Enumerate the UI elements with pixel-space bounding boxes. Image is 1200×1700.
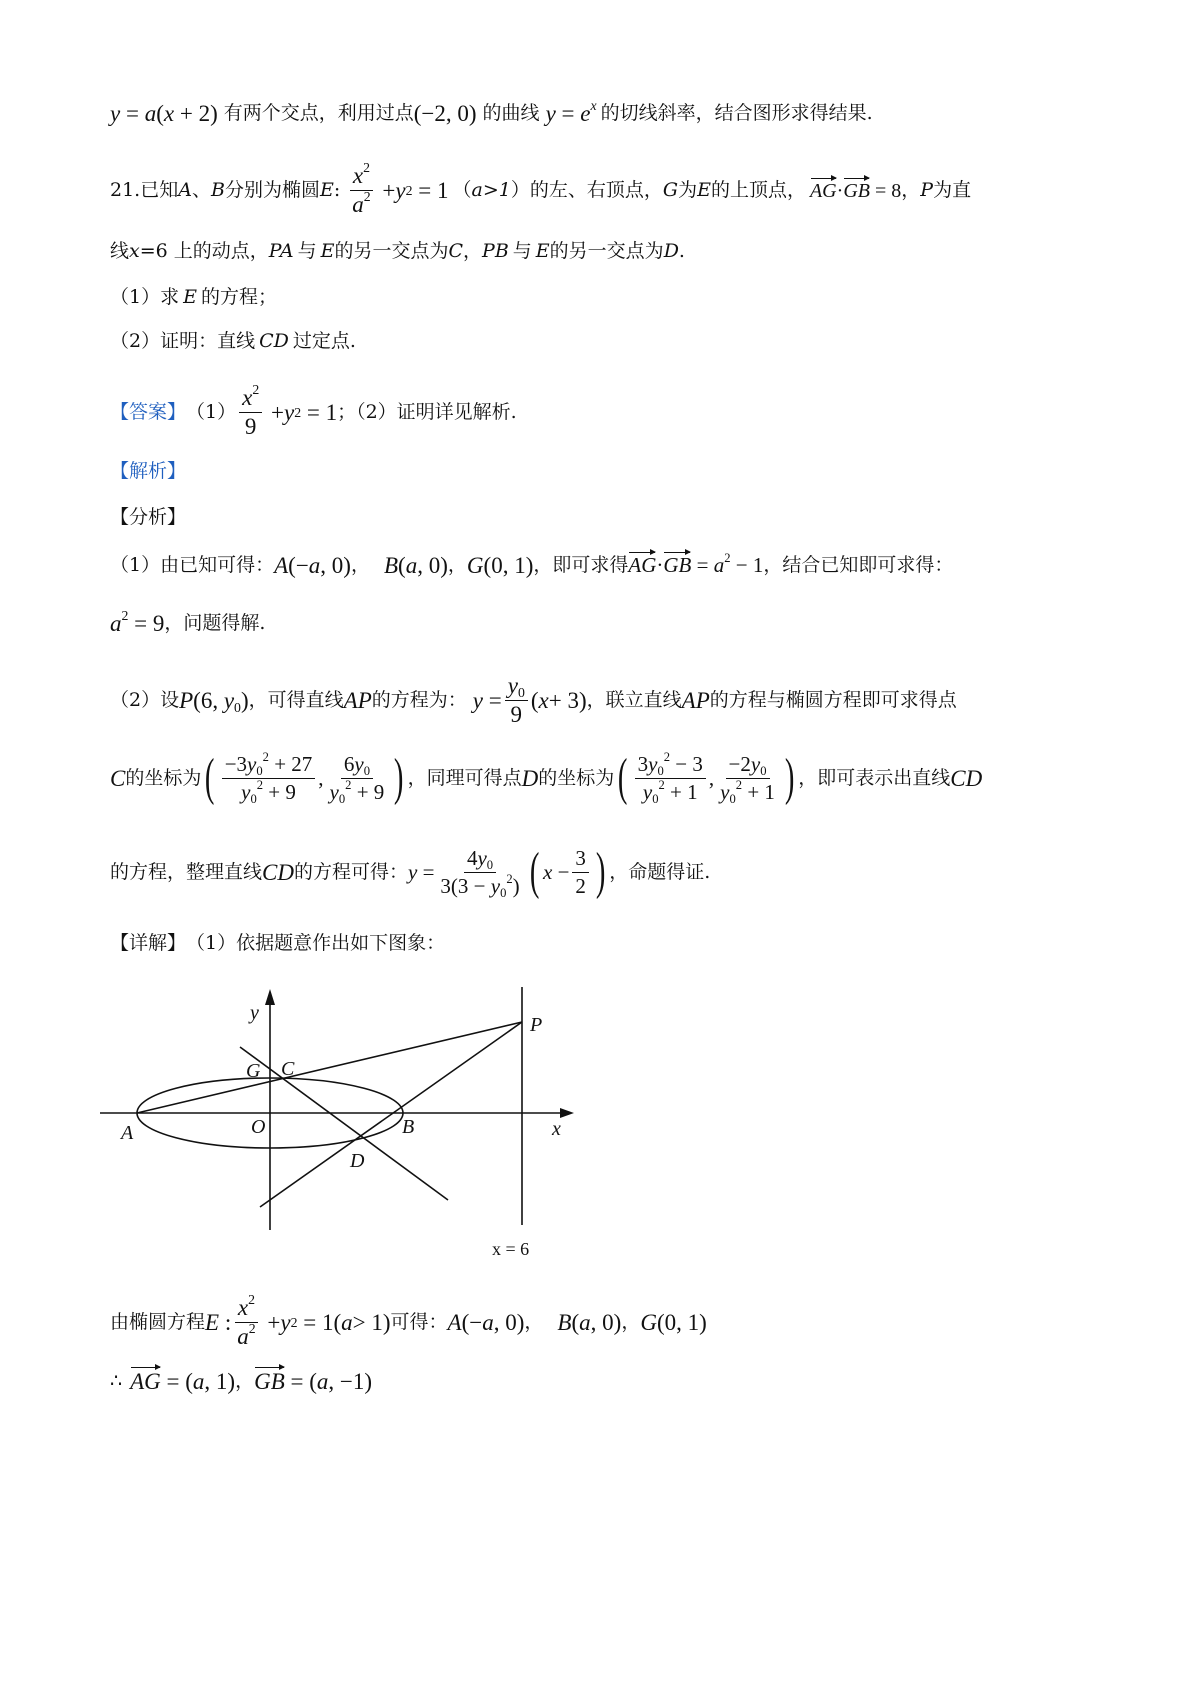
text: ， xyxy=(901,179,921,202)
text: =6 上的动点， xyxy=(139,240,269,262)
text: （1） xyxy=(186,401,237,424)
var: PA xyxy=(268,240,294,262)
text: 为直 xyxy=(933,179,972,202)
intro-line xyxy=(110,97,873,126)
math: GB = (a, −1) xyxy=(254,1369,373,1394)
answer-line xyxy=(110,381,517,440)
text: 与 xyxy=(512,240,532,262)
text: ， xyxy=(463,240,483,262)
math-ellipse: $\frac{x^2}{a^2}$ + y 2 = 1 xyxy=(346,164,448,217)
text: ，命题得证. xyxy=(609,860,711,883)
var: x xyxy=(129,240,140,262)
question-2 xyxy=(110,332,356,351)
math: AG = (a, 1) xyxy=(130,1369,236,1394)
math: B(a, 0) xyxy=(383,553,448,578)
label-a: A xyxy=(121,1122,134,1144)
problem-line-2 xyxy=(110,242,685,261)
text: ，可得直线 xyxy=(248,689,344,712)
text: ， xyxy=(235,1370,255,1392)
text: 、 xyxy=(191,179,211,202)
math: A(−a, 0) xyxy=(447,1310,525,1336)
problem-number: 21. xyxy=(110,179,141,202)
text: （2）证明：直线 xyxy=(110,330,256,352)
text: 的方程与椭圆方程即可求得点 xyxy=(709,689,957,712)
text: （1）由已知可得： xyxy=(110,554,275,576)
label-y: y xyxy=(250,1002,259,1024)
text: ，结合已知即可求得： xyxy=(763,554,954,576)
text: （2）设 xyxy=(110,689,180,712)
text: 可得： xyxy=(390,1311,448,1334)
var: CD xyxy=(950,765,983,791)
var: E xyxy=(697,179,711,202)
var: P xyxy=(920,179,934,202)
problem-line-1 xyxy=(110,159,972,218)
var: CD xyxy=(259,330,289,352)
math-curve: $y = e^x$ xyxy=(545,97,597,126)
text: ；（2）证明详见解析. xyxy=(337,401,517,424)
text: : xyxy=(333,179,341,202)
line-ap xyxy=(137,1022,522,1113)
label-b: B xyxy=(402,1116,415,1138)
jiexi-tag: 【解析】 xyxy=(110,460,187,482)
text: ， xyxy=(524,1311,544,1334)
text: 已知 xyxy=(140,179,179,202)
var: AP xyxy=(343,688,372,714)
text: ， xyxy=(350,554,370,576)
y-axis-arrow xyxy=(265,989,275,1005)
text: 的方程； xyxy=(200,286,277,308)
text: ，即可表示出直线 xyxy=(798,766,951,789)
detail-tag: 【详解】 xyxy=(110,932,187,954)
math-dot-product: AG·GB = 8 xyxy=(809,179,902,202)
text: 分别为椭圆 xyxy=(224,179,320,202)
text: 为 xyxy=(678,179,698,202)
var: E xyxy=(320,240,335,262)
math-point: (−2, 0) xyxy=(413,101,477,126)
var: G xyxy=(662,179,679,202)
var: D xyxy=(521,765,539,791)
therefore-line xyxy=(110,1370,372,1393)
var: AP xyxy=(681,688,710,714)
math-line-cd: y = $\frac{4y_0}{3(3 - y_0^2)}$ ( x − $\frac{3}{2}$ ) xyxy=(407,843,606,900)
math: A(−a, 0) xyxy=(274,553,351,578)
var: CD xyxy=(262,859,294,885)
text: 的方程可得： xyxy=(293,860,408,883)
label-g: G xyxy=(246,1060,261,1082)
text: . xyxy=(678,240,685,262)
analysis-1-line-2 xyxy=(110,607,266,636)
math-answer-ellipse: $\frac{x^2}{9}$ + y 2 = 1 xyxy=(236,386,337,439)
line-pd xyxy=(260,1022,522,1207)
text: 的方程为： xyxy=(371,689,467,712)
x-axis-arrow xyxy=(560,1108,574,1118)
text: 的上顶点， xyxy=(710,179,806,202)
math-line-ap: y = $\frac{y_0}{9}$ ( x + 3) xyxy=(472,673,587,728)
text: 的切线斜率，结合图形求得结果. xyxy=(600,102,873,124)
label-c: C xyxy=(281,1058,295,1080)
math: B(a, 0) xyxy=(557,1310,622,1336)
text: 的坐标为 xyxy=(538,766,615,789)
text: （1）依据题意作出如下图象： xyxy=(186,932,446,954)
text: ，即可求得 xyxy=(533,554,629,576)
analysis-2-line-2 xyxy=(110,749,983,806)
var: E xyxy=(319,179,334,202)
therefore-symbol: ∴ xyxy=(110,1370,123,1392)
text: 与 xyxy=(297,240,317,262)
text: ）的左、右顶点， xyxy=(510,179,663,202)
text: 的方程，整理直线 xyxy=(110,860,263,883)
label-o: O xyxy=(251,1116,266,1138)
text: 的另一交点为 xyxy=(549,240,664,262)
var: A xyxy=(178,179,192,202)
var: E xyxy=(183,286,197,308)
analysis-2-line-3 xyxy=(110,843,711,900)
math: $AG\cdot GB = a^2 - 1$ xyxy=(628,550,764,577)
var: E xyxy=(535,240,550,262)
math: G(0, 1) xyxy=(466,553,534,578)
text: 过定点. xyxy=(292,330,356,352)
var: B xyxy=(210,179,225,202)
var: C xyxy=(110,765,126,791)
condition: a>1 xyxy=(471,179,511,202)
text: 的曲线 xyxy=(482,102,540,124)
text: ，同理可得点 xyxy=(407,766,522,789)
math-line-eq: y = a(x + 2) xyxy=(110,101,218,126)
math: P(6, $y_0$) xyxy=(179,688,249,716)
answer-tag: 【答案】 xyxy=(110,401,187,424)
label-p: P xyxy=(530,1014,543,1036)
fenxi-tag: 【分析】 xyxy=(110,506,187,528)
text: 的坐标为 xyxy=(125,766,202,789)
detail-line xyxy=(110,934,445,953)
line-cd xyxy=(240,1047,448,1200)
text: ， xyxy=(621,1311,641,1334)
text: 有两个交点，利用过点 xyxy=(223,102,414,124)
geometry-figure xyxy=(90,975,610,1265)
question-1 xyxy=(110,288,277,307)
text: ，联立直线 xyxy=(586,689,682,712)
text: ， xyxy=(447,554,467,576)
text: 线 xyxy=(110,240,130,262)
math-point-d: ( $\frac{3y_0^2 - 3}{y_0^2 + 1}$ , $\frac{-2y_0}{y_0^2 + 1}$ ) xyxy=(618,749,795,806)
math: $a^2 = 9$ xyxy=(110,607,165,636)
text: 的另一交点为 xyxy=(334,240,449,262)
math: G(0, 1) xyxy=(640,1310,707,1336)
math-ellipse-eq: E : $\frac{x^2}{a^2}$ + y 2 = 1( a > 1) xyxy=(205,1291,391,1350)
math-point-c: ( $\frac{-3y_0^2 + 27}{y_0^2 + 9}$ , $\frac{6y_0}{y_0^2 + 9}$ ) xyxy=(205,749,404,806)
label-d: D xyxy=(350,1150,365,1172)
var: C xyxy=(448,240,464,262)
label-line-x6: x = 6 xyxy=(492,1239,530,1259)
analysis-1-line-1 xyxy=(110,550,954,578)
var: PB xyxy=(482,240,509,262)
text: （1）求 xyxy=(110,286,180,308)
text: （ xyxy=(452,179,472,202)
ellipse-line xyxy=(110,1291,707,1350)
analysis-2-line-1 xyxy=(110,674,957,727)
label-x: x xyxy=(552,1118,561,1140)
text: ，问题得解. xyxy=(164,612,266,634)
text: 由椭圆方程 xyxy=(110,1311,206,1334)
var: D xyxy=(663,240,679,262)
